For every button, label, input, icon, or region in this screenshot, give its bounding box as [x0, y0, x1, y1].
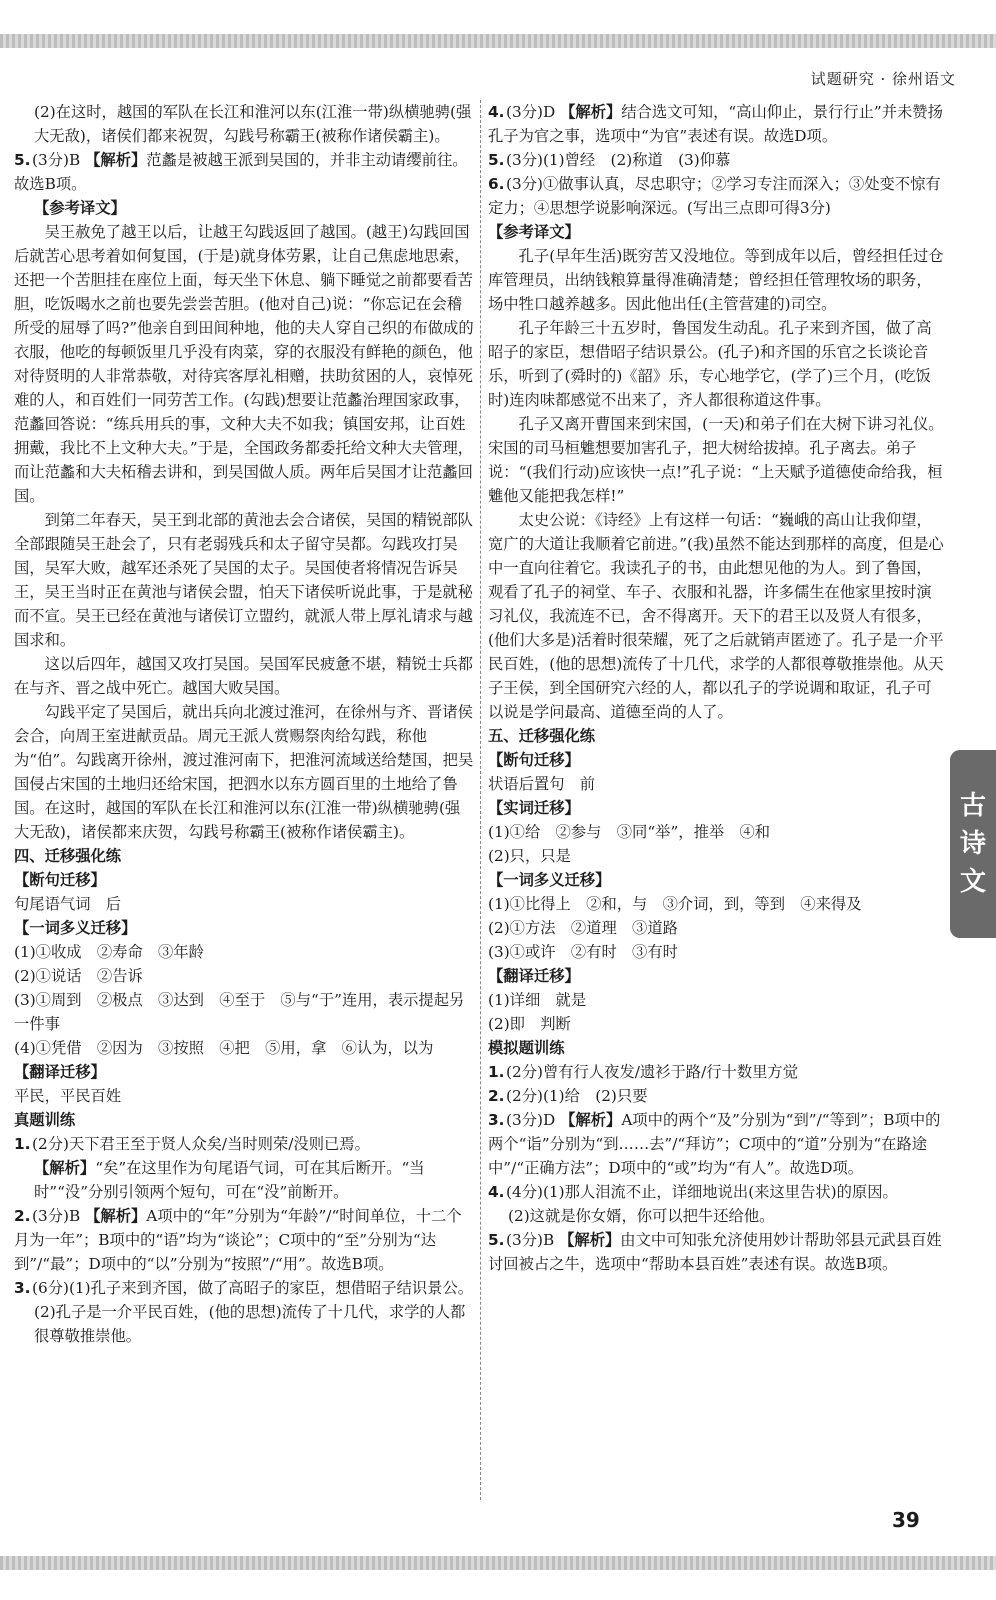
tab-char: 诗: [959, 829, 986, 859]
translation-paragraph: 勾践平定了吴国后，就出兵向北渡过淮河，在徐州与齐、晋诸侯会合，向周王室进献贡品。周元王派人赏赐祭肉给勾践，称他为“伯”。勾践离开徐州，渡过淮河南下，把淮河流域送给楚国，把吴国侵占宋国的土地归还给宋国，把泗水以东方圆百里的土地给了鲁国。在这时，越国的军队在长江和淮河以东(江淮一带)纵横驰骋(强大无敌)，诸侯都来庆贺，勾践号称霸王(被称作诸侯霸主)。: [14, 703, 474, 841]
page-number: 39: [892, 1508, 920, 1532]
content-word-item: (1)①给 ②参与 ③同“举”，推举 ④和: [488, 823, 771, 841]
translation-transfer-label: 【翻译迁移】: [488, 967, 580, 985]
translation-paragraph: 吴王赦免了越王以后，让越王勾践返回了越国。(越王)勾践回国后就苦心思考着如何复国，(于是)就身体劳累，让自己焦虑地思索，还把一个苦胆挂在座位上面，每天坐下休息、躺下睡觉之前都要看苦胆，吃饭喝水之前也要先尝尝苦胆。(他对自己)说：“你忘记在会稽所受的屈辱了吗?”他亲自到田间种地，他的夫人穿自己织的布做成的衣服，他吃的每顿饭里几乎没有肉菜，穿的衣服没有鲜艳的颜色，他对待贤明的人非常恭敬，对待宾客厚礼相赠，扶助贫困的人，哀悼死难的人，和百姓们一同劳苦工作。(勾践)想要让范蠡治理国家政事，范蠡回答说：“练兵用兵的事，文种大夫不如我；镇国安邦，让百姓拥戴，我比不上文种大夫。”于是，全国政务都委托给文种大夫管理，而让范蠡和大夫柘稽去讲和，到吴国做人质。两年后吴国才让范蠡回国。: [14, 223, 474, 505]
section-heading: 五、迁移强化练: [488, 727, 596, 745]
real-exam-1-analysis: 【解析】“矣”在这里作为句尾语气词，可在其后断开。“当时”“没”分别引领两个短句，可在“没”前断开。: [34, 1159, 425, 1201]
polysemy-item: (1)①收成 ②寿命 ③年龄: [14, 943, 204, 961]
translation-paragraph: 孔子年龄三十五岁时，鲁国发生动乱。孔子来到齐国，做了高昭子的家臣，想借昭子结识景公。(孔子)和齐国的乐官之长谈论音乐，听到了(舜时的)《韶》乐，专心地学它，(学了)三个月，(吃饭时)连肉味都感觉不出来了，齐人都很称道这件事。: [488, 319, 932, 409]
translation-transfer-label: 【翻译迁移】: [14, 1063, 106, 1081]
mock-3: 3. (3分)D 【解析】A项中的两个“及”分别为“到”/“等到”；B项中的两个“诣”分别为“到……去”/“拜访”；C项中的“道”分别为“在路途中”/“正确方法”；D项中的“或”均为“有人”。故选D项。: [488, 1111, 941, 1177]
tab-char: 文: [959, 867, 986, 897]
mock-4-part2: (2)这就是你女婿，你可以把牛还给他。: [508, 1207, 775, 1225]
translation-paragraph: 这以后四年，越国又攻打吴国。吴国军民疲惫不堪，精锐士兵都在与齐、晋之战中死亡。越国大败吴国。: [14, 655, 473, 697]
polysemy-item: (2)①方法 ②道理 ③道路: [488, 919, 678, 937]
content-word-item: (2)只，只是: [488, 847, 571, 865]
answer-text: (2)在这时，越国的军队在长江和淮河以东(江淮一带)纵横驰骋(强大无敌)，诸侯们都来祝贺，勾践号称霸王(被称作诸侯霸主)。: [34, 103, 472, 145]
real-exam-1: 1. (2分)天下君王至于贤人众矣/当时则荣/没则已焉。: [14, 1135, 370, 1153]
translation-transfer-item: (2)即 判断: [488, 1015, 571, 1033]
section-heading: 四、迁移强化练: [14, 847, 122, 865]
real-exam-2: 2. (3分)B 【解析】A项中的“年”分别为“年龄”/“时间单位，十二个月为一年”；B项中的“语”均为“谈论”；C项中的“至”分别为“达到”/“最”；D项中的“以”分别为“按照”/“用”。故选B项。: [14, 1207, 462, 1273]
answer-5: 5. (3分)B 【解析】范蠡是被越王派到吴国的，并非主动请缨前往。故选B项。: [14, 151, 468, 193]
real-exam-heading: 真题训练: [14, 1111, 76, 1129]
polysemy-item: (3)①周到 ②极点 ③达到 ④至于 ⑤与“于”连用，表示提起另一件事: [14, 991, 465, 1033]
reference-translation-label: 【参考译文】: [488, 223, 580, 241]
mock-1: 1. (2分)曾有行人夜发/遗衫于路/行十数里方觉: [488, 1063, 799, 1081]
mock-exam-heading: 模拟题训练: [488, 1039, 565, 1057]
translation-paragraph: 孔子又离开曹国来到宋国，(一天)和弟子们在大树下讲习礼仪。宋国的司马桓魋想要加害孔子，把大树给拔掉。孔子离去。弟子说：“(我们行动)应该快一点!”孔子说：“上天赋予道德使命给我，桓魋他又能把我怎样!”: [488, 415, 944, 505]
reference-translation-label: 【参考译文】: [34, 199, 126, 217]
real-exam-3-part2: (2)孔子是一介平民百姓，(他的思想)流传了十几代，求学的人都很尊敬推崇他。: [34, 1303, 466, 1345]
answer-6: 6. (3分)①做事认真，尽忠职守；②学习专注而深入；③处变不惊有定力；④思想学说影响深远。(写出三点即可得3分): [488, 175, 941, 217]
translation-transfer-item: (1)详细 就是: [488, 991, 587, 1009]
polysemy-item: (1)①比得上 ②和，与 ③介词，到，等到 ④来得及: [488, 895, 862, 913]
polysemy-item: (3)①或许 ②有时 ③有时: [488, 943, 678, 961]
translation-transfer-answer: 平民，平民百姓: [14, 1087, 122, 1105]
translation-paragraph: 孔子(早年生活)既穷苦又没地位。等到成年以后，曾经担任过仓库管理员，出纳钱粮算量得准确清楚；曾经担任管理牧场的职务，场中牲口越养越多。因此他出任(主管营建的)司空。: [488, 247, 944, 313]
polysemy-item: (4)①凭借 ②因为 ③按照 ④把 ⑤用，拿 ⑥认为，以为: [14, 1039, 434, 1057]
sentence-break-label: 【断句迁移】: [488, 751, 580, 769]
sentence-break-label: 【断句迁移】: [14, 871, 106, 889]
polysemy-item: (2)①说话 ②告诉: [14, 967, 143, 985]
mock-2: 2. (2分)(1)给 (2)只要: [488, 1087, 648, 1105]
real-exam-3: 3. (6分)(1)孔子来到齐国，做了高昭子的家臣，想借昭子结识景公。: [14, 1279, 474, 1297]
tab-char: 古: [959, 791, 986, 821]
polysemy-label: 【一词多义迁移】: [488, 871, 611, 889]
answer-5: 5. (3分)(1)曾经 (2)称道 (3)仰慕: [488, 151, 731, 169]
translation-paragraph: 到第二年春天，吴王到北部的黄池去会合诸侯，吴国的精锐部队全部跟随吴王赴会了，只有老弱残兵和太子留守吴都。勾践攻打吴国，吴军大败，越军还杀死了吴国的太子。吴国使者将情况告诉吴王，吴王当时正在黄池与诸侯会盟，怕天下诸侯听说此事，于是就秘而不宣。吴王已经在黄池与诸侯订立盟约，就派人带上厚礼请求与越国求和。: [14, 511, 473, 649]
translation-paragraph: 太史公说：《诗经》上有这样一句话：“巍峨的高山让我仰望，宽广的大道让我顺着它前进。”(我)虽然不能达到那样的高度，但是心中一直向往着它。我读孔子的书，由此想见他的为人。到了鲁国，观看了孔子的祠堂、车子、衣服和礼器，许多儒生在他家里按时演习礼仪，我流连不已，舍不得离开。天下的君王以及贤人有很多，(他们大多是)活着时很荣耀，死了之后就销声匿迹了。孔子是一介平民百姓，(他的思想)流传了十几代，求学的人都很尊敬推崇他。从天子王侯，到全国研究六经的人，都以孔子的学说调和取证，孔子可以说是学问最高、道德至尚的人了。: [488, 511, 944, 721]
top-decor-bar: [0, 34, 996, 48]
sentence-break-answer: 句尾语气词 后: [14, 895, 122, 913]
page-header: 试题研究 · 徐州语文: [810, 70, 956, 88]
column-divider: [480, 100, 481, 1500]
mock-5: 5. (3分)B 【解析】由文中可知张允济使用妙计帮助邻县元武县百姓讨回被占之牛，选项中“帮助本县百姓”表述有误。故选B项。: [488, 1231, 942, 1273]
left-column: [14, 100, 474, 1348]
bottom-decor-bar: [0, 1556, 996, 1570]
mock-4: 4. (4分)(1)那人泪流不止，详细地说出(来这里告状)的原因。: [488, 1183, 898, 1201]
right-column: [488, 100, 946, 1276]
sentence-break-answer: 状语后置句 前: [488, 775, 596, 793]
polysemy-label: 【一词多义迁移】: [14, 919, 137, 937]
answer-4: 4. (3分)D 【解析】结合选文可知，“高山仰止，景行行止”并未赞扬孔子为官之事，选项中“为官”表述有误。故选D项。: [488, 103, 943, 145]
content-word-label: 【实词迁移】: [488, 799, 580, 817]
section-side-tab: [950, 750, 996, 938]
